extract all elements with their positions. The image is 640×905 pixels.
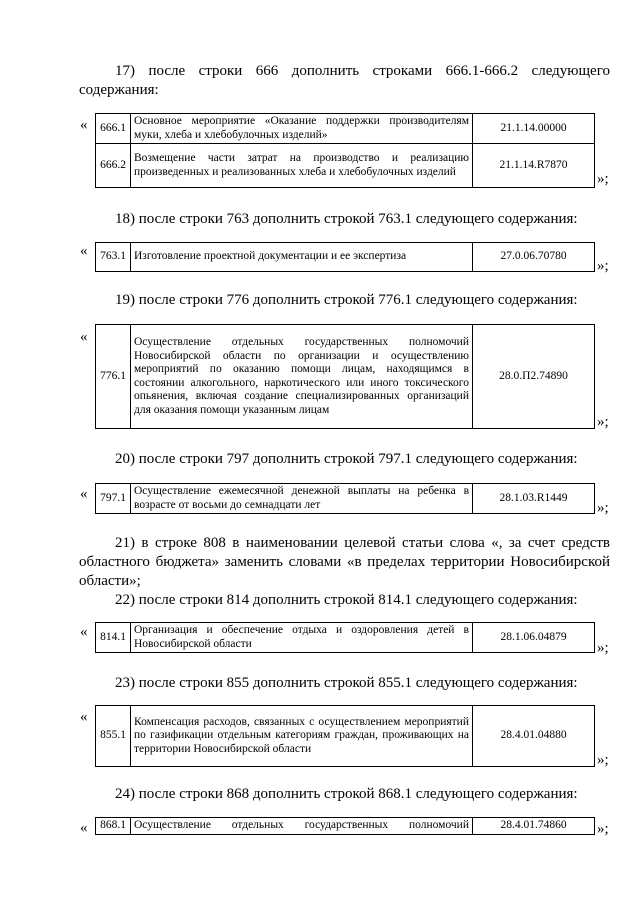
table-row [96,706,595,767]
quote-close: »; [597,258,609,274]
amendment-table-24 [95,817,595,835]
paragraph-21-line1: 21) в строке 808 в наименовании целевой статьи слова «, за счет средств [115,535,610,551]
paragraph-21-line3: области»; [79,573,141,589]
amendment-table-20 [95,483,595,514]
row-name: Основное мероприятие «Оказание поддержки производителям муки, хлеба и хлебобулочных изделий» [131,114,473,144]
quote-close: »; [597,640,609,656]
row-name: Организация и обеспечение отдыха и оздоровления детей в Новосибирской области [131,623,473,653]
row-code: 28.4.01.04880 [473,706,595,767]
quote-open: « [80,820,88,836]
quote-open: « [80,624,88,640]
quote-close: »; [597,752,609,768]
table-row [96,243,595,272]
row-code: 28.4.01.74860 [473,818,595,835]
amendment-table-17 [95,113,595,188]
row-number: 855.1 [96,706,131,767]
row-code: 28.0.П2.74890 [473,325,595,429]
row-number: 763.1 [96,243,131,272]
table-row [96,484,595,514]
amendment-table-19 [95,324,595,429]
quote-close: »; [597,821,609,837]
paragraph-21-line2: областного бюджета» заменить словами «в пределах территории Новосибирской [79,554,610,570]
paragraph-19: 19) после строки 776 дополнить строкой 776.1 следующего содержания: [115,292,578,308]
row-number: 797.1 [96,484,131,514]
row-code: 27.0.06.70780 [473,243,595,272]
row-number: 776.1 [96,325,131,429]
row-name: Осуществление отдельных государственных полномочий Новосибирской области по организации и осуществлению мероприятий по оказанию помощи лицам, находящимся в состоянии алкогольного, наркотического или иного токсического опьянения, включая создание специализированных организаций для оказания помощи указанным лицам [131,325,473,429]
row-name: Осуществление ежемесячной денежной выплаты на ребенка в возрасте от восьми до семнадцати лет [131,484,473,514]
quote-close: »; [597,500,609,516]
row-number: 666.2 [96,144,131,188]
row-code: 21.1.14.R7870 [473,144,595,188]
paragraph-24: 24) после строки 868 дополнить строкой 868.1 следующего содержания: [115,786,578,802]
paragraph-17-line2: содержания: [79,82,159,98]
quote-open: « [80,486,88,502]
row-number: 868.1 [96,818,131,835]
table-row [96,623,595,653]
paragraph-20: 20) после строки 797 дополнить строкой 797.1 следующего содержания: [115,451,578,467]
row-code: 28.1.03.R1449 [473,484,595,514]
amendment-table-18 [95,242,595,272]
row-name: Осуществление отдельных государственных полномочий [131,818,473,835]
table-row [96,325,595,429]
row-number: 666.1 [96,114,131,144]
paragraph-22: 22) после строки 814 дополнить строкой 814.1 следующего содержания: [115,592,578,608]
row-name: Компенсация расходов, связанных с осуществлением мероприятий по газификации отдельным категориям граждан, проживающих на территории Новосибирской области [131,706,473,767]
row-number: 814.1 [96,623,131,653]
table-row [96,818,595,835]
amendment-table-23 [95,705,595,767]
paragraph-23: 23) после строки 855 дополнить строкой 855.1 следующего содержания: [115,675,578,691]
table-row [96,114,595,144]
quote-open: « [80,709,88,725]
table-row [96,144,595,188]
row-name: Изготовление проектной документации и ее экспертиза [131,243,473,272]
quote-open: « [80,243,88,259]
quote-open: « [80,329,88,345]
paragraph-17-line1: 17) после строки 666 дополнить строками 666.1-666.2 следующего [115,63,610,79]
row-code: 28.1.06.04879 [473,623,595,653]
quote-open: « [80,117,88,133]
row-name: Возмещение части затрат на производство и реализацию произведенных и реализованных хлеба и хлебобулочных изделий [131,144,473,188]
amendment-table-22 [95,622,595,653]
paragraph-18: 18) после строки 763 дополнить строкой 763.1 следующего содержания: [115,211,578,227]
quote-close: »; [597,414,609,430]
quote-close: »; [597,171,609,187]
row-code: 21.1.14.00000 [473,114,595,144]
